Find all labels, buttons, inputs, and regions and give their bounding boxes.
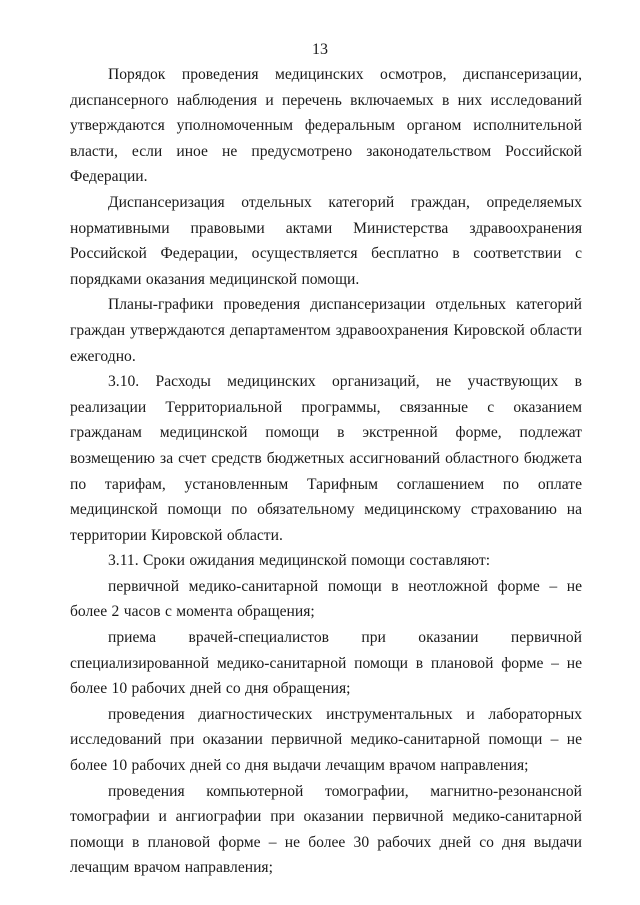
paragraph-diagnostics-wait: проведения диагностических инструментальных и лабораторных исследований при оказании первичной медико-санитарной помощи – не более 10 рабочих дней со дня выдачи лечащим врачом направления;: [70, 705, 582, 775]
paragraph-urgent-care-wait: первичной медико-санитарной помощи в неотложной форме – не более 2 часов с момента обращения;: [70, 577, 582, 621]
paragraph-schedules: Планы-графики проведения диспансеризации отдельных категорий граждан утверждаются департаментом здравоохранения Кировской области ежегодно.: [70, 296, 582, 365]
paragraph-dispensarization-free: Диспансеризация отдельных категорий граждан, определяемых нормативными правовыми актами Министерства здравоохранения Российской Федерации, осуществляется бесплатно в соответствии с порядками оказания медицинской помощи.: [70, 193, 582, 288]
document-body: [70, 62, 582, 881]
paragraph-specialist-wait: приема врачей-специалистов при оказании первичной специализированной медико-санитарной помощи в плановой форме – не более 10 рабочих дней со дня обращения;: [70, 629, 582, 698]
paragraph-section-3-10: 3.10. Расходы медицинских организаций, не участвующих в реализации Территориальной программы, связанные с оказанием гражданам медицинской помощи в экстренной форме, подлежат возмещению за счет средств бюджетных ассигнований областного бюджета по тарифам, установленным Тарифным соглашением по оплате медицинской помощи по обязательному медицинскому страхованию на территории Кировской области.: [70, 373, 582, 544]
paragraph-medical-exams-order: Порядок проведения медицинских осмотров, диспансеризации, диспансерного наблюдения и перечень включаемых в них исследований утверждаются уполномоченным федеральным органом исполнительной власти, если иное не предусмотрено законодательством Российской Федерации.: [70, 66, 582, 186]
page-number: 13: [312, 41, 328, 58]
paragraph-tomography-wait: проведения компьютерной томографии, магнитно-резонансной томографии и ангиографии при оказании первичной медико-санитарной помощи в плановой форме – не более 30 рабочих дней со дня выдачи лечащим врачом направления;: [70, 782, 582, 877]
paragraph-section-3-11: 3.11. Сроки ожидания медицинской помощи составляют:: [108, 552, 491, 570]
